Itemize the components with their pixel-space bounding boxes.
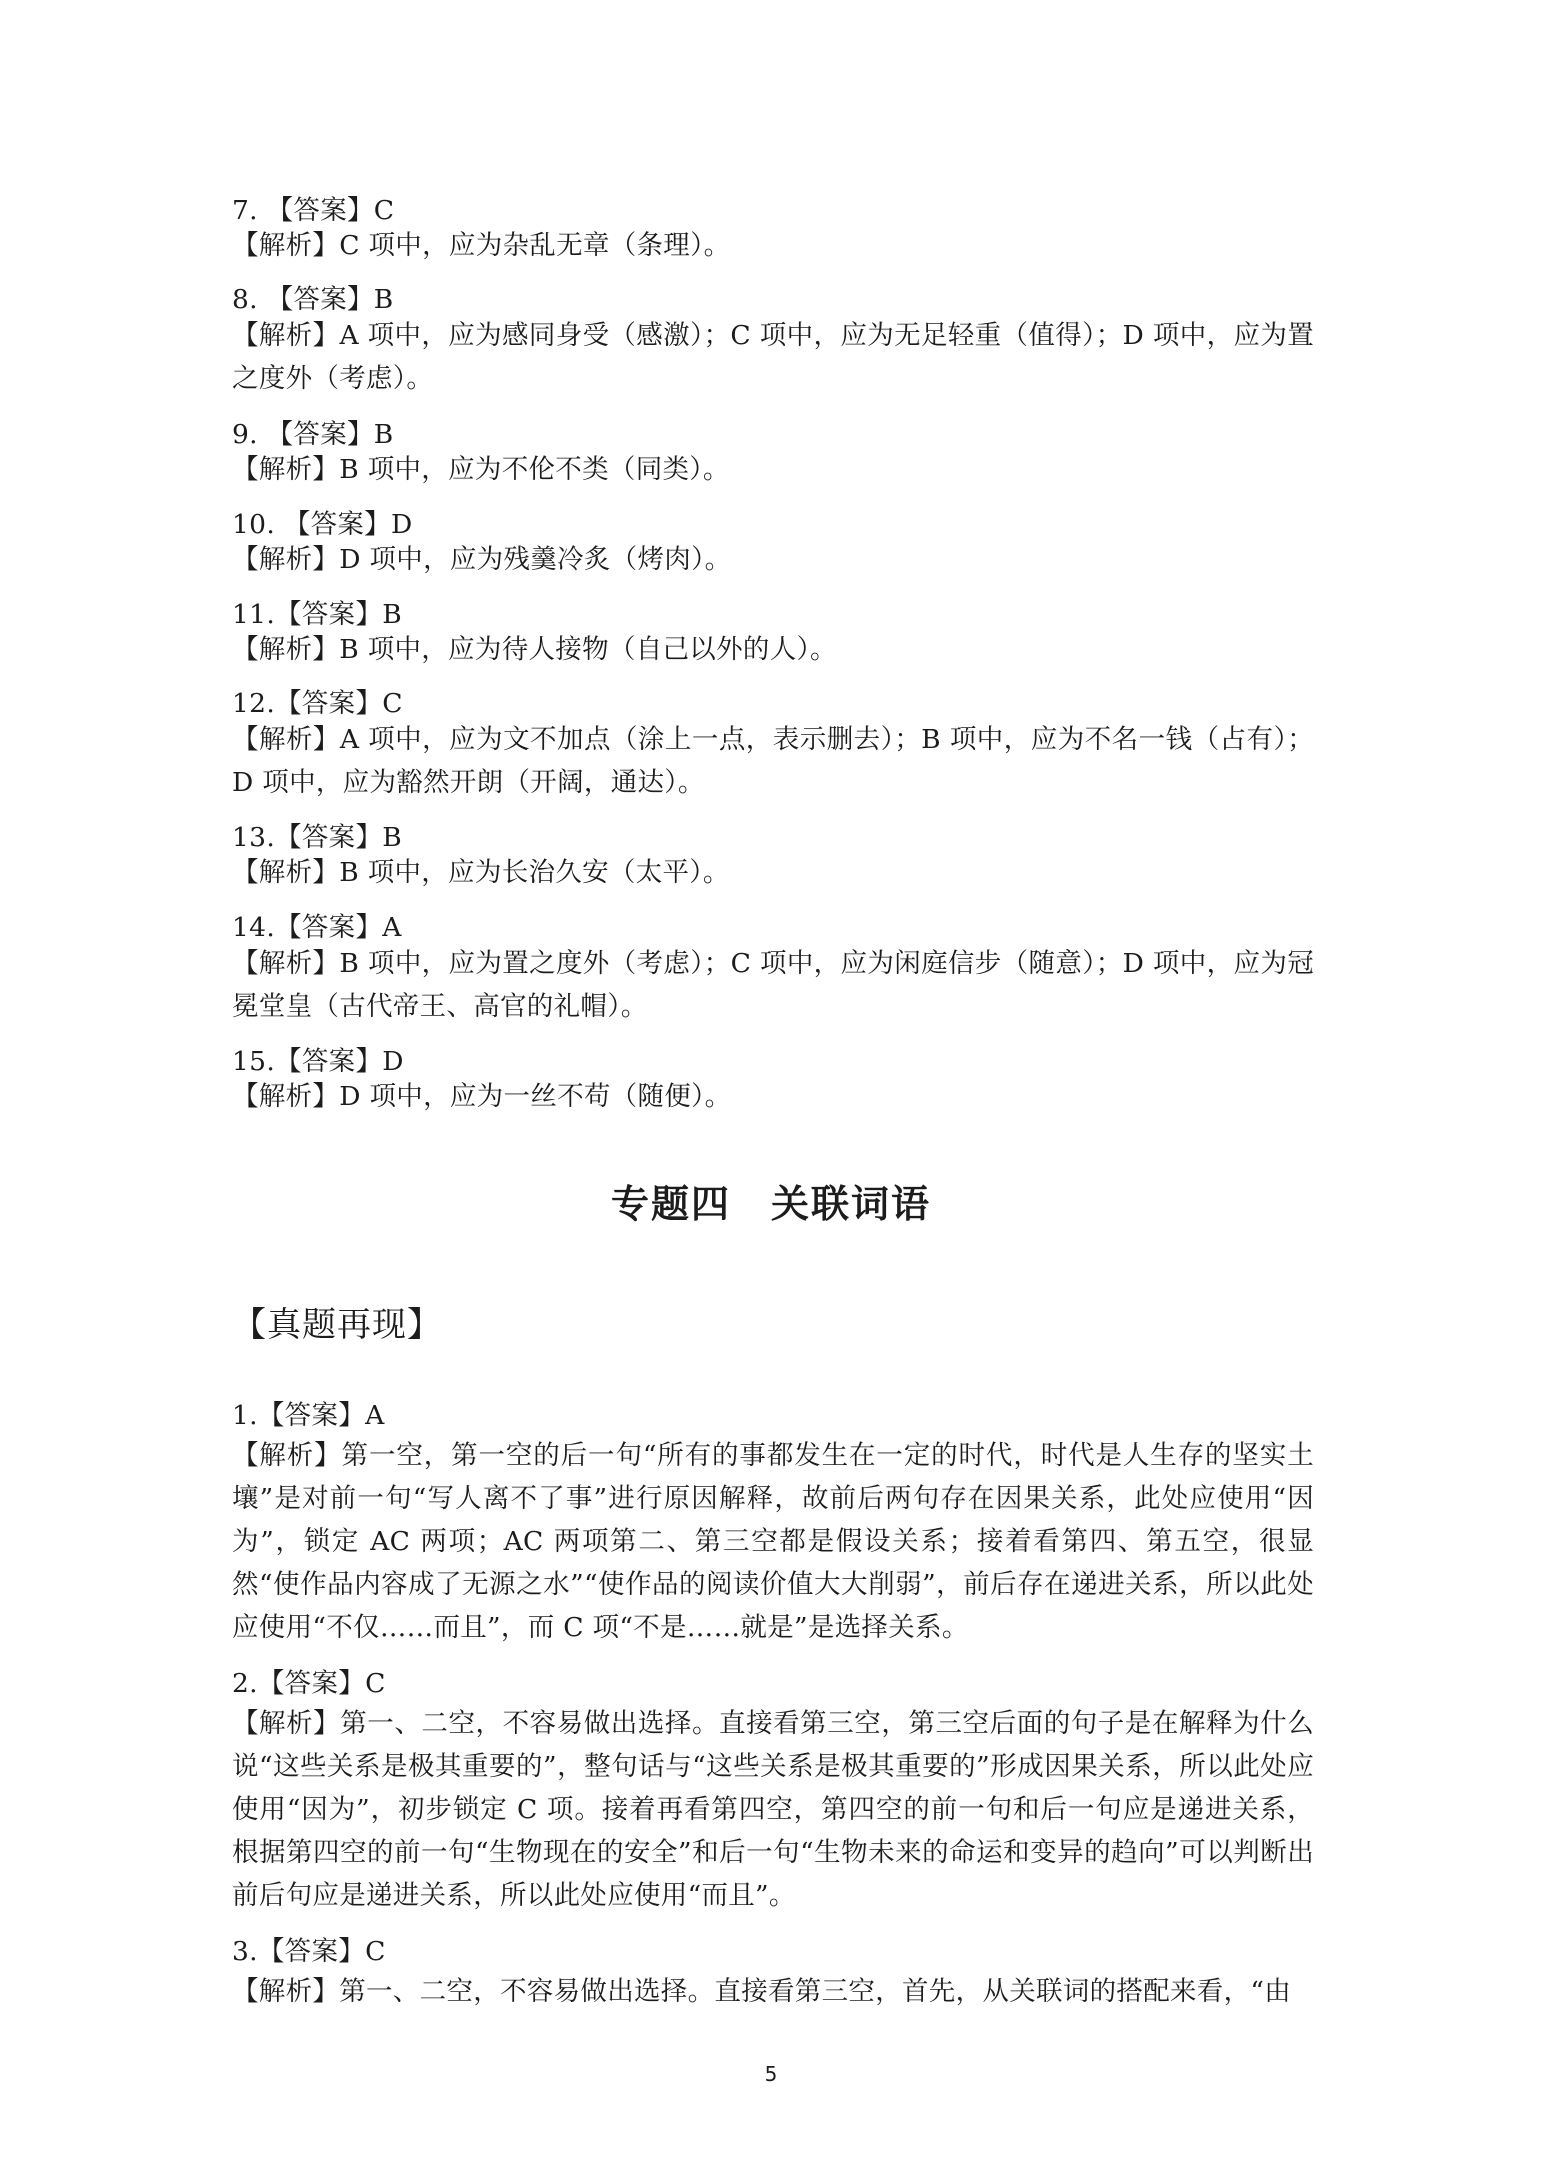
analysis-10: 【解析】D 项中，应为残羹冷炙（烤肉）。 — [232, 544, 732, 575]
answer-10: 10. 【答案】D — [232, 509, 413, 540]
analysis-15: 【解析】D 项中，应为一丝不苟（随便）。 — [232, 1081, 732, 1112]
answer-7: 7. 【答案】C — [232, 195, 395, 226]
analysis-11: 【解析】B 项中，应为待人接物（自己以外的人）。 — [232, 634, 837, 665]
answer-15: 15.【答案】D — [232, 1046, 404, 1077]
section-title: 【真题再现】 — [232, 1305, 442, 1345]
analysis-9: 【解析】B 项中，应为不伦不类（同类）。 — [232, 454, 730, 485]
answer-13: 13.【答案】B — [232, 822, 403, 853]
answer-12: 12.【答案】C — [232, 688, 403, 719]
answer-11: 11.【答案】B — [232, 599, 403, 630]
answer-9: 9. 【答案】B — [232, 419, 394, 450]
answer-8: 8. 【答案】B — [232, 284, 394, 315]
analysis-13: 【解析】B 项中，应为长治久安（太平）。 — [232, 857, 730, 888]
analysis-2: 【解析】第一、二空，不容易做出选择。直接看第三空，第三空后面的句子是在解释为什么说“这些关系是极其重要的”，整句话与“这些关系是极其重要的”形成因果关系，所以此处应使用“因为”，初步锁定 C 项。接着再看第四空，第四空的前一句和后一句应是递进关系，根据第四空的前一句“生物现在的安全”和后一句“生物未来的命运和变异的趋向”可以判断出前后句应是递进关系，所以此处应使用“而且”。 — [232, 1708, 1314, 1911]
analysis-8: 【解析】A 项中，应为感同身受（感激）；C 项中，应为无足轻重（值得）；D 项中，应为置之度外（考虑）。 — [232, 320, 1314, 394]
analysis-12: 【解析】A 项中，应为文不加点（涂上一点，表示删去）；B 项中，应为不名一钱（占有）；D 项中，应为豁然开朗（开阔，通达）。 — [232, 724, 1314, 798]
analysis-14: 【解析】B 项中，应为置之度外（考虑）；C 项中，应为闲庭信步（随意）；D 项中，应为冠冕堂皇（古代帝王、高官的礼帽）。 — [232, 948, 1314, 1022]
answer-1: 1.【答案】A — [232, 1400, 385, 1431]
page-number: 5 — [764, 2062, 778, 2086]
topic-title: 专题四 关联词语 — [610, 1182, 931, 1226]
analysis-7: 【解析】C 项中，应为杂乱无章（条理）。 — [232, 230, 731, 261]
answer-3: 3.【答案】C — [232, 1936, 386, 1967]
answer-2: 2.【答案】C — [232, 1668, 386, 1699]
analysis-3: 【解析】第一、二空，不容易做出选择。直接看第三空，首先，从关联词的搭配来看，“由 — [232, 1976, 1292, 2007]
analysis-1: 【解析】第一空，第一空的后一句“所有的事都发生在一定的时代，时代是人生存的坚实土壤”是对前一句“写人离不了事”进行原因解释，故前后两句存在因果关系，此处应使用“因为”，锁定 AC 两项；AC 两项第二、第三空都是假设关系；接着看第四、第五空，很显然“使作品内容成了无源之水”“使作品的阅读价值大大削弱”，前后存在递进关系，所以此处应使用“不仅……而且”，而 C 项“不是……就是”是选择关系。 — [232, 1440, 1314, 1643]
answer-14: 14.【答案】A — [232, 912, 402, 943]
